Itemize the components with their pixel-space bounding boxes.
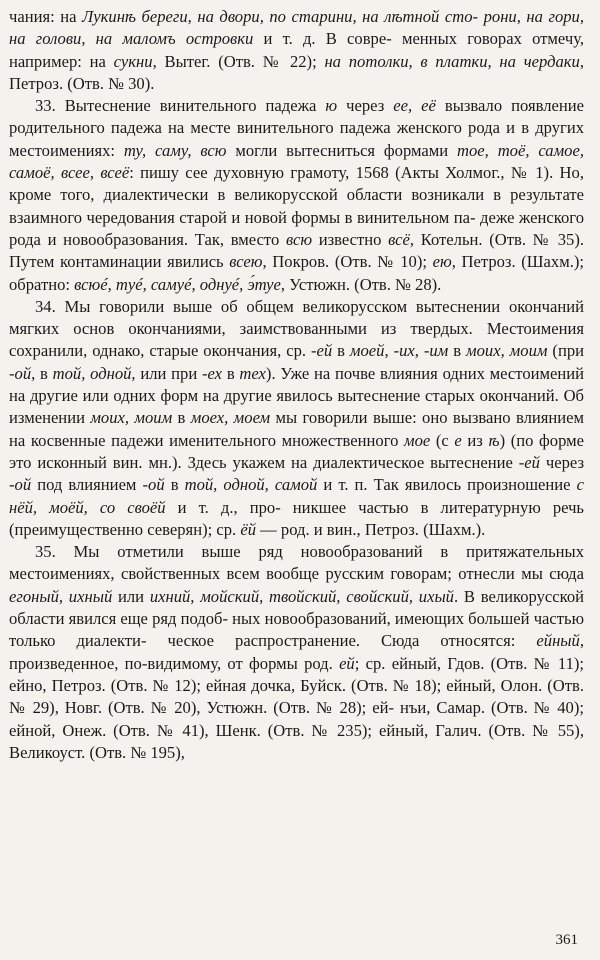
text-run: известно [312,229,389,249]
text-run: или при [135,363,202,383]
italic-run: тех [239,363,266,383]
text-run: и т. д., про- никшее частью в литературную речь (преимущественно северян); ср. [9,497,584,539]
italic-run: на потолки, в платки, на чердаки [324,51,580,71]
italic-run: ее, её [393,96,436,116]
italic-run: тое, тоё, самое, самоё, всее, всеё [9,140,584,183]
italic-run: -ой [9,363,32,383]
text-run: 34. Мы говорили выше об общем великорусском вытеснении окончаний мягких основ окончаниями, заимствованными из твердых. Местоимения сохранили, однако, старые окончания, ср. [9,296,584,361]
text-run: чания: на [9,7,83,26]
italic-run: той, одной, [52,363,136,383]
text-run: могли вытесниться формами [226,140,458,160]
text-run: ). Уже на почве влияния одних местоимений на другие или одних форм на другие явилось вытеснение старых окончаний. Об изменении [9,363,585,428]
text-run: через [337,96,394,116]
text-run: из [461,430,489,450]
paragraph-p-33 [9,95,584,296]
text-run: мы говорили выше: оно вызвано влиянием на косвенные падежи именительного множественного [9,408,585,450]
text-run: в [448,341,467,361]
text-run: через [539,452,585,472]
text-run: в [172,408,191,428]
page-number: 361 [555,932,578,948]
text-run: , в [31,363,53,383]
italic-run: моех, моем [190,408,271,428]
italic-run: ѣ [488,430,500,450]
italic-run: ейный [536,631,580,651]
italic-run: ёй [240,519,256,539]
italic-run: егоный, ихный [9,586,113,606]
text-run: , произведенное, по-видимому, от формы род. [9,631,584,673]
text-run: (с [430,430,455,450]
text-run: или [112,586,150,606]
text-run: под влиянием [31,475,143,495]
italic-run: ту, саму, всю [123,140,227,160]
italic-run: всюé, тyé, самуé, однуé, э́туе [74,274,281,294]
text-run: , Покров. (Отв. № 10); [262,252,433,272]
italic-run: всё [388,229,410,249]
italic-run: мое [404,430,431,450]
text-run: , Петроз. (Шахм.); обратно: [9,252,584,294]
italic-run: -ой [9,475,32,495]
paragraph-p-34 [9,296,584,541]
italic-run: рони, на гори, на голови, на маломъ островки [9,7,584,49]
italic-run: -ой [142,475,165,495]
italic-run: той, одной, самой [184,475,318,495]
text-run: в [164,475,185,495]
text-run: в [332,341,350,361]
italic-run: Лукинѣ береги, на двори, по старини, на лѣтной сто- [82,7,479,26]
italic-run: всю [285,229,313,249]
text-run: вызвало появление родительного падежа на месте винительного падежа женского рода и в других местоимениях: [9,96,584,160]
italic-run: с нёй, моёй, со своёй [9,475,584,517]
italic-run: сукни [113,51,153,71]
italic-run: -ей [310,341,333,361]
text-run: (при [547,341,585,361]
paragraph-p-35 [9,541,584,764]
italic-run: ю [325,96,338,116]
text-run: , Устюжн. (Отв. № 28). [280,274,442,294]
text-run: , Вытег. (Отв. № 22); [152,51,325,71]
text-run: : пишу сее духовную грамоту, 1568 (Акты Холмог., № 1). Но, кроме того, диалектически в великорусской области возникали в результате взаимного чередования старой и новой формы в винительном па- деже женского рода и новообразования. Так, вместо [9,163,584,249]
text-run: — род. и вин., Петроз. (Шахм.). [256,519,486,539]
text-run: ) (по форме это исконный вин. мн.). Здесь укажем на диалектическое вытеснение [9,430,584,472]
text-run: , Котельн. (Отв. № 35). Путем контаминации явились [9,229,585,272]
text-run: и т. п. Так явилось произношение [317,475,577,495]
italic-run: моих, моим [466,341,548,361]
italic-run: ихний, мойский, твойский, свойский, ихый [149,586,454,606]
text-run: ; ср. ейный, Гдов. (Отв. № 11); ейно, Петроз. (Отв. № 12); ейная дочка, Буйск. (Отв. № 18); ейный, Олон. (Отв. № 29), Новг. (Отв. № 20), Устюжн. (Отв. № 28); ей- нъи, Самар. (Отв. № 40); ейной, Онеж. (Отв. № 41), Шенк. (Отв. № 235); ейный, Галич. (Отв. № 55), Великоуст. (Отв. № 195), [9,653,585,762]
text-run: и т. д. В совре- менных говорах отмечу, например: на [9,29,585,71]
text-body [9,6,584,764]
italic-run: ей [339,653,355,673]
paragraph-p-continued [9,6,584,95]
italic-run: всею [229,252,263,272]
text-run: 33. Вытеснение винительного падежа [35,96,326,116]
italic-run: ею [432,252,452,272]
text-run: . В великорусской области явился еще ряд подоб- ных новообразований, имеющих большей частью только диалекти- ческое распространение. Сюда относятся: [9,586,584,651]
text-run: , Петроз. (Отв. № 30). [9,51,584,93]
text-run: 35. Мы отметили выше ряд новообразований в притяжательных местоимениях, свойственных всем вообще русским говорам; отнесли мы сюда [9,542,584,584]
italic-run: -ей [518,452,540,472]
italic-run: -ех [202,363,223,383]
text-run: в [222,363,240,383]
italic-run: моих, моим [90,408,173,428]
italic-run: е [454,430,462,450]
italic-run: моей, -их, -им [349,341,449,361]
